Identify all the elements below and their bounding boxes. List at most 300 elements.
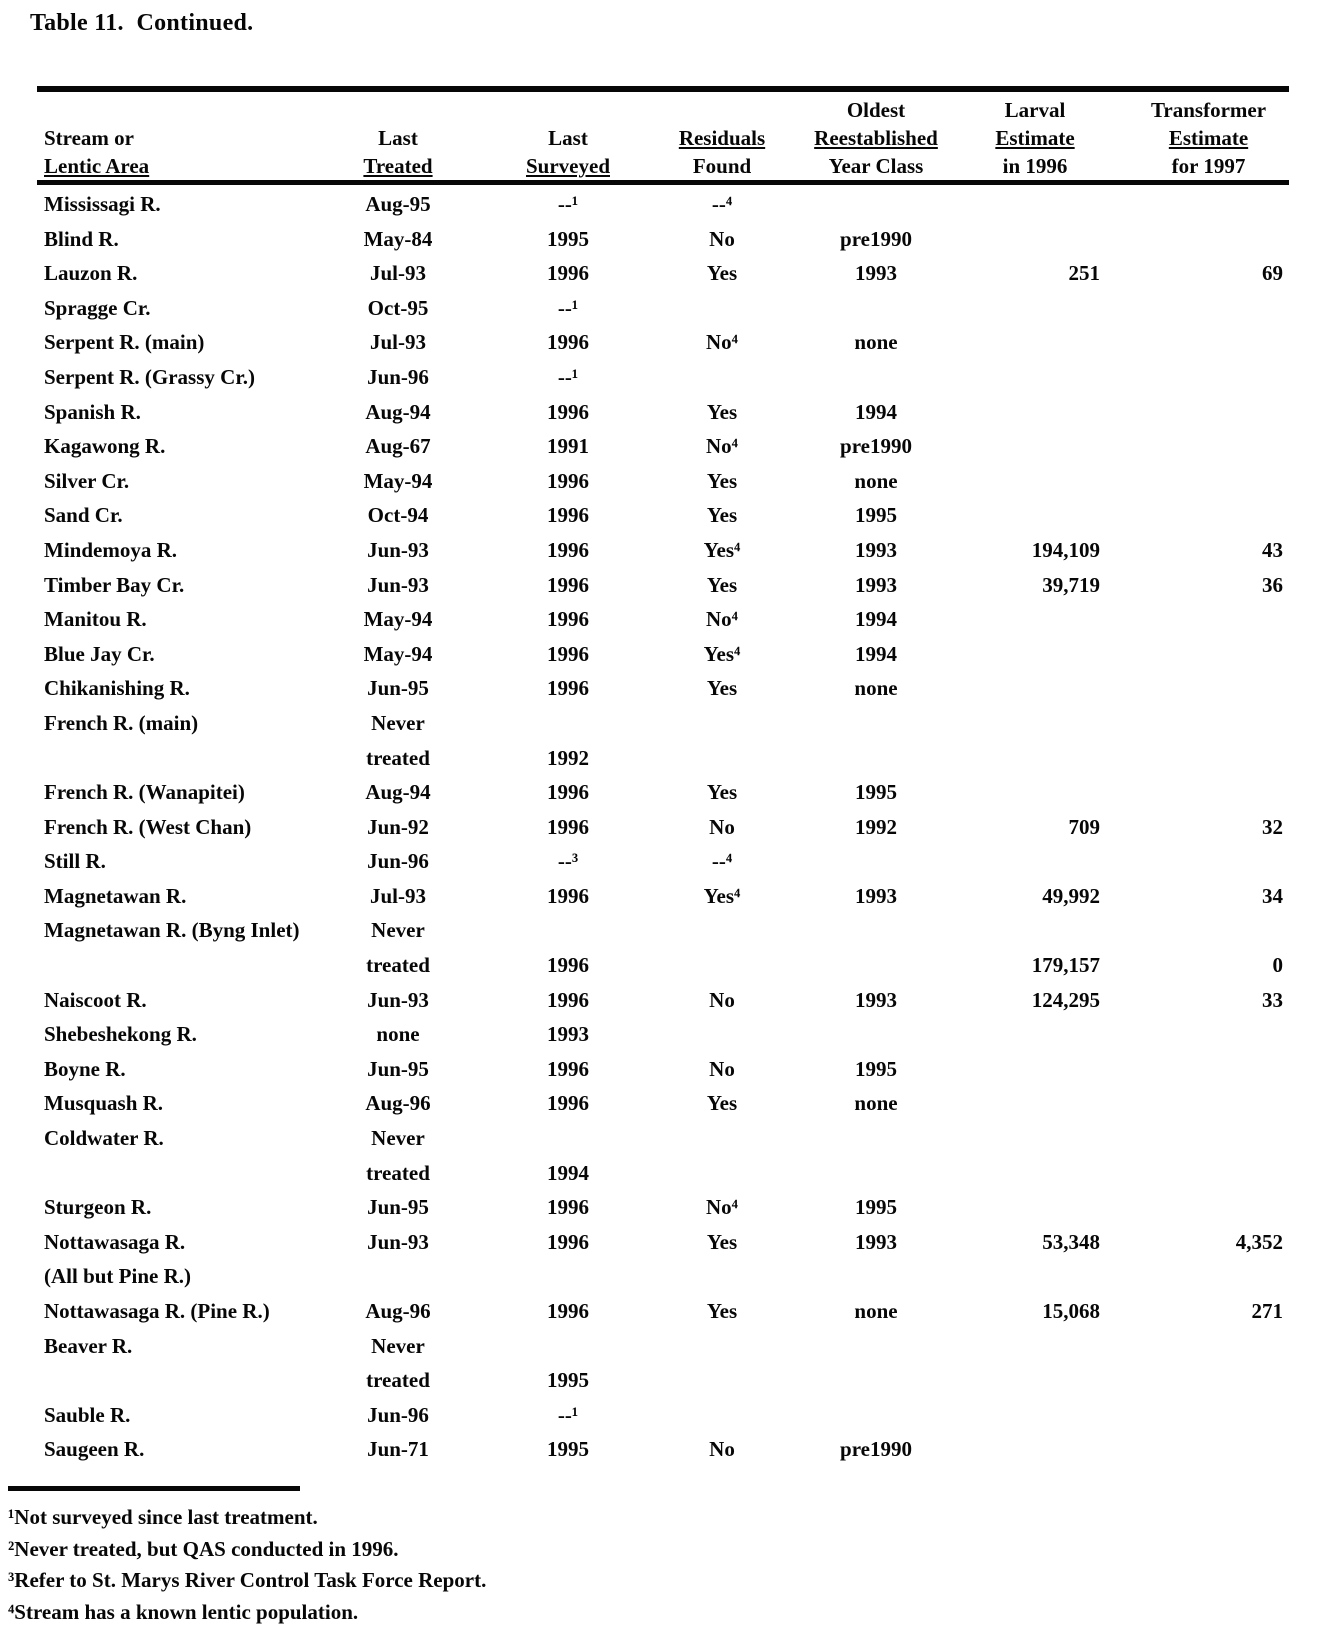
column-header-line: Stream or bbox=[44, 126, 134, 150]
cell-larval-estimate-1996: 53,348 bbox=[1042, 1229, 1100, 1254]
cell-last-surveyed bbox=[520, 1329, 616, 1364]
table-row bbox=[37, 741, 1289, 776]
cell-last-treated: Jun-96 bbox=[367, 849, 429, 874]
table-row bbox=[37, 498, 1289, 533]
cell-oldest-year-class: none bbox=[854, 1299, 898, 1323]
cell-last-surveyed: --¹ bbox=[557, 1402, 579, 1427]
cell-last-treated: Jun-93 bbox=[367, 987, 429, 1012]
cell-residuals-found: Yes bbox=[706, 572, 738, 597]
cell-transformer-estimate-1997 bbox=[1134, 844, 1283, 879]
cell-last-treated: Aug-67 bbox=[365, 434, 431, 459]
cell-last-treated: Jul-93 bbox=[369, 883, 426, 908]
cell-transformer-estimate-1997 bbox=[1134, 913, 1283, 948]
cell-transformer-estimate-1997 bbox=[1134, 360, 1283, 395]
cell-oldest-year-class: 1994 bbox=[855, 607, 897, 632]
cell-residuals-found bbox=[672, 1121, 772, 1156]
cell-oldest-year-class: pre1990 bbox=[840, 226, 912, 251]
cell-transformer-estimate-1997 bbox=[1134, 1156, 1283, 1191]
cell-larval-estimate-1996 bbox=[970, 706, 1100, 741]
cell-oldest-year-class bbox=[810, 291, 942, 326]
column-header-residuals-found bbox=[672, 124, 772, 180]
table-row bbox=[37, 256, 1289, 291]
cell-residuals-found: No⁴ bbox=[706, 607, 738, 632]
cell-larval-estimate-1996 bbox=[970, 1398, 1100, 1433]
cell-last-treated: Never bbox=[371, 710, 425, 735]
cell-residuals-found bbox=[672, 948, 772, 983]
cell-last-surveyed: 1996 bbox=[547, 330, 589, 355]
column-header-stream bbox=[37, 124, 357, 180]
table-row bbox=[37, 706, 1289, 741]
cell-residuals-found: Yes bbox=[706, 468, 738, 493]
cell-transformer-estimate-1997 bbox=[1134, 187, 1283, 222]
cell-transformer-estimate-1997: 36 bbox=[1262, 572, 1283, 597]
cell-oldest-year-class: pre1990 bbox=[840, 1437, 912, 1462]
cell-larval-estimate-1996 bbox=[970, 1190, 1100, 1225]
cell-last-surveyed bbox=[520, 913, 616, 948]
cell-stream: Boyne R. bbox=[44, 1056, 126, 1081]
table-row bbox=[37, 671, 1289, 706]
table-row bbox=[37, 568, 1289, 603]
cell-last-treated: Jun-96 bbox=[367, 1402, 429, 1427]
column-header-last-treated bbox=[357, 124, 439, 180]
cell-oldest-year-class bbox=[810, 1329, 942, 1364]
table-row bbox=[37, 637, 1289, 672]
cell-stream: Serpent R. (Grassy Cr.) bbox=[44, 364, 255, 389]
cell-residuals-found bbox=[672, 1156, 772, 1191]
cell-transformer-estimate-1997 bbox=[1134, 291, 1283, 326]
column-header-line: Estimate bbox=[995, 126, 1075, 150]
table-row bbox=[37, 1052, 1289, 1087]
column-header-last-surveyed bbox=[520, 124, 616, 180]
cell-last-surveyed: 1996 bbox=[547, 503, 589, 528]
column-header-line: Surveyed bbox=[526, 154, 610, 178]
cell-last-surveyed: 1996 bbox=[547, 1229, 589, 1254]
cell-last-surveyed: 1996 bbox=[547, 261, 589, 286]
cell-last-surveyed: 1995 bbox=[547, 1437, 589, 1462]
table-row bbox=[37, 1225, 1289, 1260]
cell-last-treated: Jul-93 bbox=[369, 330, 426, 355]
table-row bbox=[37, 775, 1289, 810]
cell-larval-estimate-1996 bbox=[970, 222, 1100, 257]
cell-last-surveyed bbox=[520, 1259, 616, 1294]
cell-transformer-estimate-1997 bbox=[1134, 1121, 1283, 1156]
data-table bbox=[37, 86, 1289, 1467]
table-header bbox=[37, 92, 1289, 180]
cell-last-treated: Aug-96 bbox=[365, 1299, 431, 1323]
cell-transformer-estimate-1997 bbox=[1134, 464, 1283, 499]
cell-stream: French R. (West Chan) bbox=[44, 814, 252, 839]
cell-residuals-found: No bbox=[709, 226, 735, 251]
cell-larval-estimate-1996 bbox=[970, 187, 1100, 222]
table-body bbox=[37, 185, 1289, 1467]
column-header-larval-estimate-1996 bbox=[970, 96, 1100, 180]
cell-larval-estimate-1996 bbox=[970, 360, 1100, 395]
cell-stream bbox=[37, 741, 357, 776]
cell-stream: Kagawong R. bbox=[44, 434, 166, 459]
cell-last-surveyed bbox=[520, 706, 616, 741]
cell-transformer-estimate-1997 bbox=[1134, 1052, 1283, 1087]
column-header-transformer-estimate-1997 bbox=[1134, 96, 1283, 180]
table-row bbox=[37, 1190, 1289, 1225]
cell-last-treated: treated bbox=[366, 953, 430, 978]
cell-transformer-estimate-1997 bbox=[1134, 1432, 1283, 1467]
column-header-line: Transformer bbox=[1150, 98, 1267, 122]
cell-larval-estimate-1996 bbox=[970, 1052, 1100, 1087]
cell-residuals-found bbox=[672, 706, 772, 741]
cell-last-surveyed: 1995 bbox=[547, 1368, 589, 1393]
column-header-line: Reestablished bbox=[814, 126, 938, 150]
cell-transformer-estimate-1997 bbox=[1134, 741, 1283, 776]
cell-stream: Magnetawan R. (Byng Inlet) bbox=[44, 918, 300, 943]
cell-last-surveyed: 1996 bbox=[547, 1195, 589, 1220]
table-row bbox=[37, 325, 1289, 360]
cell-larval-estimate-1996 bbox=[970, 325, 1100, 360]
cell-residuals-found bbox=[672, 1017, 772, 1052]
cell-residuals-found: Yes⁴ bbox=[703, 883, 741, 908]
cell-last-surveyed: 1996 bbox=[547, 676, 589, 701]
table-row bbox=[37, 464, 1289, 499]
cell-stream: Nottawasaga R. bbox=[44, 1229, 186, 1254]
column-header-line: Lentic Area bbox=[44, 154, 150, 178]
cell-last-surveyed: 1996 bbox=[547, 1091, 589, 1116]
cell-last-treated: Never bbox=[371, 1126, 425, 1151]
cell-oldest-year-class bbox=[810, 948, 942, 983]
cell-residuals-found: Yes⁴ bbox=[703, 537, 741, 562]
cell-transformer-estimate-1997 bbox=[1134, 1363, 1283, 1398]
cell-stream: Coldwater R. bbox=[44, 1126, 164, 1151]
cell-residuals-found: Yes bbox=[706, 1229, 738, 1254]
cell-residuals-found: Yes⁴ bbox=[703, 641, 741, 666]
cell-residuals-found: Yes bbox=[706, 399, 738, 424]
cell-last-surveyed: --¹ bbox=[557, 192, 579, 216]
table-row bbox=[37, 1121, 1289, 1156]
cell-oldest-year-class bbox=[810, 1156, 942, 1191]
cell-larval-estimate-1996: 49,992 bbox=[1042, 883, 1100, 908]
column-header-line: Found bbox=[692, 154, 752, 178]
column-header-line: Residuals bbox=[678, 126, 766, 150]
cell-transformer-estimate-1997 bbox=[1134, 775, 1283, 810]
cell-larval-estimate-1996 bbox=[970, 637, 1100, 672]
cell-last-treated: May-94 bbox=[363, 468, 433, 493]
cell-last-treated: Jun-71 bbox=[367, 1437, 429, 1462]
cell-last-treated: Jun-95 bbox=[367, 676, 429, 701]
cell-stream: Blue Jay Cr. bbox=[44, 641, 155, 666]
page-title: Table 11. Continued. bbox=[30, 10, 254, 36]
cell-residuals-found: --⁴ bbox=[711, 849, 733, 874]
table-row bbox=[37, 395, 1289, 430]
table-row bbox=[37, 1432, 1289, 1467]
cell-residuals-found bbox=[672, 1259, 772, 1294]
cell-stream: Shebeshekong R. bbox=[44, 1022, 197, 1047]
cell-last-surveyed: 1996 bbox=[547, 607, 589, 632]
cell-last-treated: Aug-94 bbox=[365, 399, 431, 424]
table-row bbox=[37, 810, 1289, 845]
cell-residuals-found bbox=[672, 1363, 772, 1398]
cell-stream: Chikanishing R. bbox=[44, 676, 190, 701]
cell-last-treated: Aug-95 bbox=[365, 192, 431, 216]
cell-stream: Beaver R. bbox=[44, 1333, 133, 1358]
cell-stream: (All but Pine R.) bbox=[44, 1264, 191, 1289]
cell-oldest-year-class bbox=[810, 844, 942, 879]
cell-oldest-year-class bbox=[810, 1121, 942, 1156]
cell-last-surveyed: 1996 bbox=[547, 883, 589, 908]
cell-stream: Spragge Cr. bbox=[44, 295, 151, 320]
cell-transformer-estimate-1997: 32 bbox=[1262, 814, 1283, 839]
cell-larval-estimate-1996 bbox=[970, 741, 1100, 776]
cell-transformer-estimate-1997: 271 bbox=[1251, 1299, 1283, 1323]
cell-last-treated: Jun-92 bbox=[367, 814, 429, 839]
cell-larval-estimate-1996 bbox=[970, 602, 1100, 637]
cell-last-treated: Oct-94 bbox=[367, 503, 429, 528]
cell-last-treated bbox=[357, 1259, 439, 1294]
cell-residuals-found: Yes bbox=[706, 676, 738, 701]
cell-oldest-year-class bbox=[810, 1017, 942, 1052]
table-row bbox=[37, 844, 1289, 879]
table-row bbox=[37, 429, 1289, 464]
cell-last-treated: Jun-93 bbox=[367, 537, 429, 562]
cell-larval-estimate-1996 bbox=[970, 1121, 1100, 1156]
cell-last-surveyed: 1996 bbox=[547, 953, 589, 978]
cell-residuals-found: No bbox=[709, 987, 735, 1012]
cell-last-surveyed: 1996 bbox=[547, 1056, 589, 1081]
cell-last-treated: Jun-96 bbox=[367, 364, 429, 389]
cell-last-treated: Jun-95 bbox=[367, 1195, 429, 1220]
cell-stream: Naiscoot R. bbox=[44, 987, 147, 1012]
cell-larval-estimate-1996 bbox=[970, 1432, 1100, 1467]
cell-last-surveyed: 1994 bbox=[547, 1160, 589, 1185]
cell-residuals-found: No bbox=[709, 1056, 735, 1081]
column-header-line: Last bbox=[548, 126, 588, 150]
cell-residuals-found bbox=[672, 360, 772, 395]
table-row bbox=[37, 948, 1289, 983]
cell-last-treated: Never bbox=[371, 1333, 425, 1358]
cell-transformer-estimate-1997 bbox=[1134, 1017, 1283, 1052]
table-row bbox=[37, 187, 1289, 222]
cell-last-surveyed: --¹ bbox=[557, 295, 579, 320]
cell-larval-estimate-1996 bbox=[970, 1156, 1100, 1191]
cell-residuals-found: Yes bbox=[706, 261, 738, 286]
table-row bbox=[37, 1259, 1289, 1294]
cell-larval-estimate-1996 bbox=[970, 913, 1100, 948]
cell-oldest-year-class: 1993 bbox=[855, 1229, 897, 1254]
cell-stream: Timber Bay Cr. bbox=[44, 572, 185, 597]
cell-last-treated: May-94 bbox=[363, 641, 433, 666]
cell-transformer-estimate-1997 bbox=[1134, 706, 1283, 741]
cell-transformer-estimate-1997 bbox=[1134, 325, 1283, 360]
cell-stream: Blind R. bbox=[44, 226, 119, 251]
column-header-line: Larval bbox=[1004, 98, 1066, 122]
cell-oldest-year-class: pre1990 bbox=[840, 434, 912, 459]
footnote: ⁴Stream has a known lentic population. bbox=[8, 1599, 359, 1624]
cell-residuals-found: Yes bbox=[706, 780, 738, 805]
cell-oldest-year-class: 1995 bbox=[855, 1056, 897, 1081]
cell-residuals-found: --⁴ bbox=[711, 192, 733, 216]
cell-oldest-year-class: 1993 bbox=[855, 537, 897, 562]
cell-residuals-found bbox=[672, 1398, 772, 1433]
cell-oldest-year-class: 1993 bbox=[855, 987, 897, 1012]
cell-last-surveyed: 1996 bbox=[547, 987, 589, 1012]
cell-oldest-year-class: 1994 bbox=[855, 399, 897, 424]
cell-last-surveyed: 1996 bbox=[547, 814, 589, 839]
cell-last-treated: treated bbox=[366, 1368, 430, 1393]
cell-last-treated: May-84 bbox=[363, 226, 433, 251]
cell-stream: Sand Cr. bbox=[44, 503, 123, 528]
cell-larval-estimate-1996 bbox=[970, 1017, 1100, 1052]
cell-last-surveyed: 1991 bbox=[547, 434, 589, 459]
cell-stream bbox=[37, 1363, 357, 1398]
cell-transformer-estimate-1997 bbox=[1134, 1086, 1283, 1121]
cell-oldest-year-class: 1994 bbox=[855, 641, 897, 666]
cell-last-surveyed: --¹ bbox=[557, 364, 579, 389]
footnote: ¹Not surveyed since last treatment. bbox=[8, 1505, 318, 1529]
cell-residuals-found bbox=[672, 913, 772, 948]
cell-oldest-year-class bbox=[810, 741, 942, 776]
table-row bbox=[37, 913, 1289, 948]
cell-stream: Saugeen R. bbox=[44, 1437, 145, 1462]
cell-last-treated: Aug-94 bbox=[365, 780, 431, 805]
cell-stream: Mississagi R. bbox=[44, 192, 161, 216]
cell-stream: Mindemoya R. bbox=[44, 537, 177, 562]
cell-transformer-estimate-1997: 0 bbox=[1272, 953, 1283, 978]
cell-residuals-found: No bbox=[709, 814, 735, 839]
cell-stream: French R. (Wanapitei) bbox=[44, 780, 245, 805]
cell-residuals-found: Yes bbox=[706, 1091, 738, 1116]
cell-last-surveyed: 1996 bbox=[547, 468, 589, 493]
cell-larval-estimate-1996 bbox=[970, 844, 1100, 879]
cell-larval-estimate-1996: 179,157 bbox=[1031, 953, 1100, 978]
cell-oldest-year-class bbox=[810, 706, 942, 741]
table-row bbox=[37, 1156, 1289, 1191]
cell-stream: French R. (main) bbox=[44, 710, 199, 735]
cell-transformer-estimate-1997: 4,352 bbox=[1235, 1229, 1283, 1254]
cell-last-surveyed: 1996 bbox=[547, 537, 589, 562]
cell-transformer-estimate-1997 bbox=[1134, 1190, 1283, 1225]
table-row bbox=[37, 360, 1289, 395]
cell-last-treated: Jun-93 bbox=[367, 1229, 429, 1254]
cell-residuals-found: No⁴ bbox=[706, 330, 738, 355]
cell-residuals-found bbox=[672, 741, 772, 776]
column-header-line: Estimate bbox=[1168, 126, 1249, 150]
table-row bbox=[37, 983, 1289, 1018]
cell-last-treated: treated bbox=[366, 745, 430, 770]
cell-larval-estimate-1996 bbox=[970, 429, 1100, 464]
cell-larval-estimate-1996 bbox=[970, 671, 1100, 706]
table-row bbox=[37, 1329, 1289, 1364]
cell-last-surveyed: 1996 bbox=[547, 399, 589, 424]
cell-last-treated: Never bbox=[371, 918, 425, 943]
cell-residuals-found: No bbox=[709, 1437, 735, 1462]
column-header-line: Oldest bbox=[846, 98, 906, 122]
cell-transformer-estimate-1997: 43 bbox=[1262, 537, 1283, 562]
cell-transformer-estimate-1997 bbox=[1134, 1329, 1283, 1364]
cell-residuals-found: No⁴ bbox=[706, 1195, 738, 1220]
cell-larval-estimate-1996: 251 bbox=[1068, 261, 1100, 286]
cell-transformer-estimate-1997 bbox=[1134, 671, 1283, 706]
column-header-line: in 1996 bbox=[1002, 154, 1068, 178]
table-row bbox=[37, 1017, 1289, 1052]
cell-larval-estimate-1996 bbox=[970, 498, 1100, 533]
cell-oldest-year-class: none bbox=[854, 468, 898, 493]
cell-stream: Still R. bbox=[44, 849, 106, 874]
cell-last-treated: treated bbox=[366, 1160, 430, 1185]
cell-oldest-year-class: 1993 bbox=[855, 572, 897, 597]
cell-oldest-year-class: none bbox=[854, 330, 898, 355]
cell-larval-estimate-1996: 15,068 bbox=[1042, 1299, 1100, 1323]
column-header-line: for 1997 bbox=[1171, 154, 1246, 178]
column-header-line: Year Class bbox=[828, 154, 924, 178]
cell-stream: Musquash R. bbox=[44, 1091, 164, 1116]
cell-last-treated: none bbox=[376, 1022, 420, 1047]
cell-oldest-year-class: 1992 bbox=[855, 814, 897, 839]
cell-larval-estimate-1996 bbox=[970, 464, 1100, 499]
table-row bbox=[37, 1294, 1289, 1329]
column-header-oldest-year-class bbox=[810, 96, 942, 180]
cell-last-treated: Jun-93 bbox=[367, 572, 429, 597]
cell-transformer-estimate-1997 bbox=[1134, 637, 1283, 672]
footnote-rule bbox=[8, 1486, 300, 1491]
cell-larval-estimate-1996 bbox=[970, 1363, 1100, 1398]
cell-larval-estimate-1996 bbox=[970, 1329, 1100, 1364]
cell-larval-estimate-1996: 124,295 bbox=[1031, 987, 1100, 1012]
cell-oldest-year-class bbox=[810, 187, 942, 222]
cell-stream: Sturgeon R. bbox=[44, 1195, 152, 1220]
cell-larval-estimate-1996 bbox=[970, 775, 1100, 810]
footnote: ²Never treated, but QAS conducted in 1996. bbox=[8, 1536, 399, 1561]
cell-oldest-year-class bbox=[810, 1259, 942, 1294]
cell-oldest-year-class bbox=[810, 360, 942, 395]
cell-last-treated: Oct-95 bbox=[367, 295, 429, 320]
table-row bbox=[37, 1363, 1289, 1398]
cell-last-surveyed: 1995 bbox=[547, 226, 589, 251]
table-row bbox=[37, 1398, 1289, 1433]
table-row bbox=[37, 222, 1289, 257]
column-header-line: Last bbox=[378, 126, 418, 150]
cell-transformer-estimate-1997 bbox=[1134, 429, 1283, 464]
cell-residuals-found bbox=[672, 291, 772, 326]
cell-transformer-estimate-1997 bbox=[1134, 602, 1283, 637]
cell-oldest-year-class: none bbox=[854, 676, 898, 701]
cell-oldest-year-class bbox=[810, 1363, 942, 1398]
cell-transformer-estimate-1997 bbox=[1134, 222, 1283, 257]
cell-oldest-year-class: 1995 bbox=[855, 503, 897, 528]
cell-stream: Nottawasaga R. (Pine R.) bbox=[44, 1299, 270, 1323]
footnote: ³Refer to St. Marys River Control Task Force Report. bbox=[8, 1568, 487, 1592]
cell-transformer-estimate-1997 bbox=[1134, 1259, 1283, 1294]
cell-last-surveyed: 1996 bbox=[547, 780, 589, 805]
cell-last-surveyed: 1992 bbox=[547, 745, 589, 770]
cell-residuals-found: Yes bbox=[706, 503, 738, 528]
cell-stream: Sauble R. bbox=[44, 1402, 131, 1427]
cell-larval-estimate-1996 bbox=[970, 1259, 1100, 1294]
cell-residuals-found: Yes bbox=[706, 1299, 738, 1323]
cell-stream: Manitou R. bbox=[44, 607, 147, 632]
cell-last-surveyed: 1996 bbox=[547, 641, 589, 666]
cell-last-surveyed: 1996 bbox=[547, 1299, 589, 1323]
cell-larval-estimate-1996 bbox=[970, 1086, 1100, 1121]
cell-stream: Lauzon R. bbox=[44, 261, 138, 286]
cell-oldest-year-class bbox=[810, 913, 942, 948]
cell-larval-estimate-1996: 709 bbox=[1068, 814, 1100, 839]
cell-larval-estimate-1996: 39,719 bbox=[1042, 572, 1100, 597]
cell-last-treated: Jul-93 bbox=[369, 261, 426, 286]
cell-last-surveyed: 1993 bbox=[547, 1022, 589, 1047]
table-row bbox=[37, 1086, 1289, 1121]
cell-transformer-estimate-1997: 34 bbox=[1262, 883, 1283, 908]
table-row bbox=[37, 602, 1289, 637]
cell-stream: Spanish R. bbox=[44, 399, 141, 424]
cell-oldest-year-class: 1995 bbox=[855, 780, 897, 805]
column-header-line: Treated bbox=[363, 154, 433, 178]
